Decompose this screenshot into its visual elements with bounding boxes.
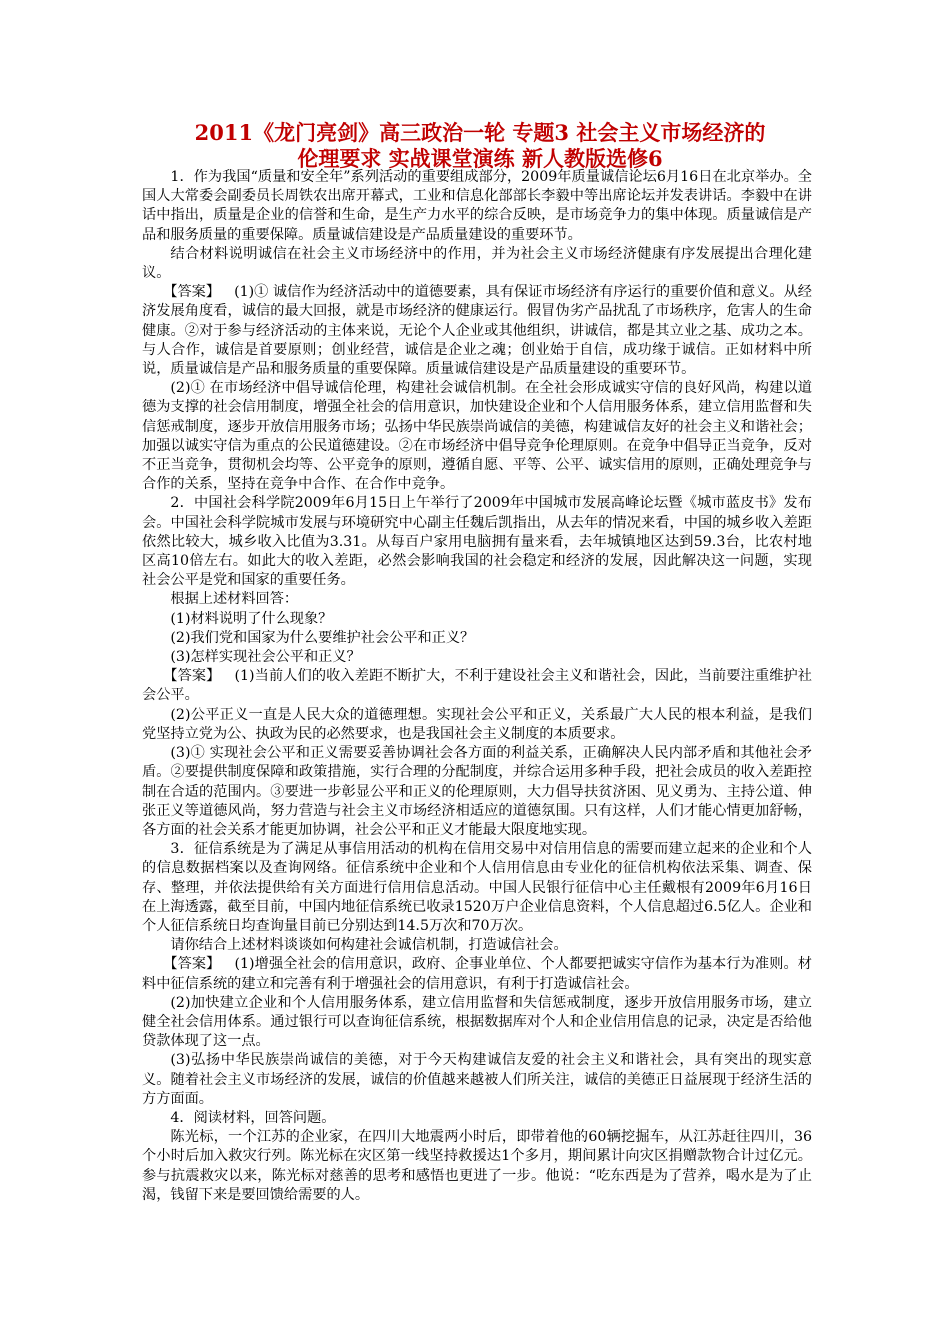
paragraph-q3-answer-1 bbox=[142, 955, 812, 993]
paragraph-q1-answer-2: (2)① 在市场经济中倡导诚信伦理，构建社会诚信机制。在全社会形成诚实守信的良好风尚，构建以道德为支撑的社会信用制度，增强全社会的信用意识，加快建设企业和个人信用服务体系，建立信用监督和失信惩戒制度，逐步开放信用服务市场；弘扬中华民族崇尚诚信的美德，构建诚信友好的社会主义和谐社会；加强以诚实守信为重点的公民道德建设。②在市场经济中倡导竞争伦理原则。在竞争中倡导正当竞争，反对不正当竞争，贯彻机会均等、公平竞争的原则，遵循自愿、平等、公平、诚实信用的原则，正确处理竞争与合作的关系，坚持在竞争中合作、在合作中竞争。 bbox=[142, 380, 812, 493]
paragraph-q2-sub-3: (3)怎样实现社会公平和正义？ bbox=[170, 649, 361, 666]
paragraph-q2: 2．中国社会科学院2009年6月15日上午举行了2009年中国城市发展高峰论坛暨《城市蓝皮书》发布会。中国社会科学院城市发展与环境研究中心副主任魏后凯指出，从去年的情况来看，中国的城乡收入差距依然比较大，城乡收入比值为3.31。从每百户家用电脑拥有量来看，去年城镇地区达到59.3台，比农村地区高10倍左右。如此大的收入差距，必然会影响我国的社会稳定和经济的发展，因此解决这一问题，实现社会公平是党和国家的重要任务。 bbox=[142, 495, 812, 589]
paragraph-q3-answer-3: (3)弘扬中华民族崇尚诚信的美德，对于今天构建诚信友爱的社会主义和谐社会，具有突出的现实意义。随着社会主义市场经济的发展，诚信的价值越来越被人们所关注，诚信的美德正日益展现于经济生活的方方面面。 bbox=[142, 1052, 812, 1107]
title-line-2: 伦理要求 实战课堂演练 新人教版选修6 bbox=[297, 146, 663, 171]
paragraph-q3-answer-2: (2)加快建立企业和个人信用服务体系，建立信用监督和失信惩戒制度，逐步开放信用服务市场，建立健全社会信用体系。通过银行可以查询征信系统，根据数据库对个人和企业信用信息的记录，决定是否给他贷款体现了这一点。 bbox=[142, 994, 812, 1050]
answer-tag: 【答案】 bbox=[163, 956, 221, 973]
paragraph-q4-material: 陈光标，一个江苏的企业家，在四川大地震两小时后，即带着他的60辆挖掘车，从江苏赶往四川，36个小时后加入救灾行列。陈光标在灾区第一线坚持救援达1个多月，期间累计向灾区捐赠款物合计过亿元。参与抗震救灾以来，陈光标对慈善的思考和感悟也更进了一步。他说：“吃东西是为了营养，喝水是为了止渴，钱留下来是要回馈给需要的人。 bbox=[142, 1129, 812, 1203]
paragraph-q3: 3．征信系统是为了满足从事信用活动的机构在信用交易中对信用信息的需要而建立起来的企业和个人的信息数据档案以及查询网络。征信系统中企业和个人信用信息由专业化的征信机构依法采集、调查、保存、整理，并依法提供给有关方面进行信用信息活动。中国人民银行征信中心主任戴根有2009年6月16日在上海透露，截至目前，中国内地征信系统已收录1520万户企业信息资料，个人信息超过6.5亿人。企业和个人征信系统日均查询量目前已分别达到14.5万次和70万次。 bbox=[142, 841, 812, 934]
paragraph-q3-prompt: 请你结合上述材料谈谈如何构建社会诚信机制，打造诚信社会。 bbox=[170, 937, 568, 954]
answer-tag: 【答案】 bbox=[163, 668, 221, 685]
paragraph-q2-prompt: 根据上述材料回答： bbox=[170, 591, 299, 608]
answer-text: (1)增强全社会的信用意识，政府、企事业单位、个人都要把诚实守信作为基本行为准则。材料中征信系统的建立和完善有利于增强社会的信用意识，有利于打造诚信社会。 bbox=[142, 956, 812, 992]
paragraph-q1-prompt: 结合材料说明诚信在社会主义市场经济中的作用，并为社会主义市场经济健康有序发展提出合理化建议。 bbox=[142, 245, 812, 282]
answer-tag: 【答案】 bbox=[163, 284, 221, 301]
document-title bbox=[140, 120, 820, 172]
paragraph-q2-answer-3: (3)① 实现社会公平和正义需要妥善协调社会各方面的利益关系，正确解决人民内部矛盾和其他社会矛盾。②要提供制度保障和政策措施，实行合理的分配制度，并综合运用多种手段，把社会成员的收入差距控制在合适的范围内。③要进一步彰显公平和正义的伦理原则，大力倡导扶贫济困、见义勇为、主持公道、伸张正义等道德风尚，努力营造与社会主义市场经济相适应的道德氛围。只有这样，人们才能心情更加舒畅，各方面的社会关系才能更加协调，社会公平和正义才能最大限度地实现。 bbox=[142, 745, 812, 838]
document-body bbox=[142, 168, 812, 1205]
answer-text: (1)当前人们的收入差距不断扩大，不利于建设社会主义和谐社会，因此，当前要注重维护社会公平。 bbox=[142, 668, 812, 704]
paragraph-q4: 4．阅读材料，回答问题。 bbox=[170, 1109, 336, 1126]
paragraph-q1: 1．作为我国“质量和安全年”系列活动的重要组成部分，2009年质量诚信论坛6月16日在北京举办。全国人大常委会副委员长周铁农出席开幕式，工业和信息化部部长李毅中等出席论坛并发表讲话。李毅中在讲话中指出，质量是企业的信誉和生命，是生产力水平的综合反映，是市场竞争力的集中体现。质量诚信是产品和服务质量的重要保障。质量诚信建设是产品质量建设的重要环节。 bbox=[142, 169, 812, 243]
answer-text: (1)① 诚信作为经济活动中的道德要素，具有保证市场经济有序运行的重要价值和意义。从经济发展角度看，诚信的最大回报，就是市场经济的健康运行。假冒伪劣产品扰乱了市场秩序，危害人的生命健康。②对于参与经济活动的主体来说，无论个人企业或其他组织，讲诚信，都是其立业之基、成功之本。与人合作，诚信是首要原则；创业经营，诚信是企业之魂；创业始于自信，成功缘于诚信。正如材料中所说，质量诚信是产品和服务质量的重要保障。质量诚信建设是产品质量建设的重要环节。 bbox=[142, 284, 812, 378]
paragraph-q2-sub-1: (1)材料说明了什么现象？ bbox=[170, 610, 333, 627]
paragraph-q1-answer-1 bbox=[142, 283, 812, 379]
paragraph-q2-answer-2: (2)公平正义一直是人民大众的道德理想。实现社会公平和正义，关系最广大人民的根本利益，是我们党坚持立党为公、执政为民的必然要求，也是我国社会主义制度的本质要求。 bbox=[142, 706, 812, 742]
paragraph-q2-answer-1 bbox=[142, 667, 812, 705]
title-line-1: 2011《龙门亮剑》高三政治一轮 专题3 社会主义市场经济的 bbox=[194, 120, 766, 145]
paragraph-q2-sub-2: (2)我们党和国家为什么要维护社会公平和正义？ bbox=[170, 629, 475, 646]
